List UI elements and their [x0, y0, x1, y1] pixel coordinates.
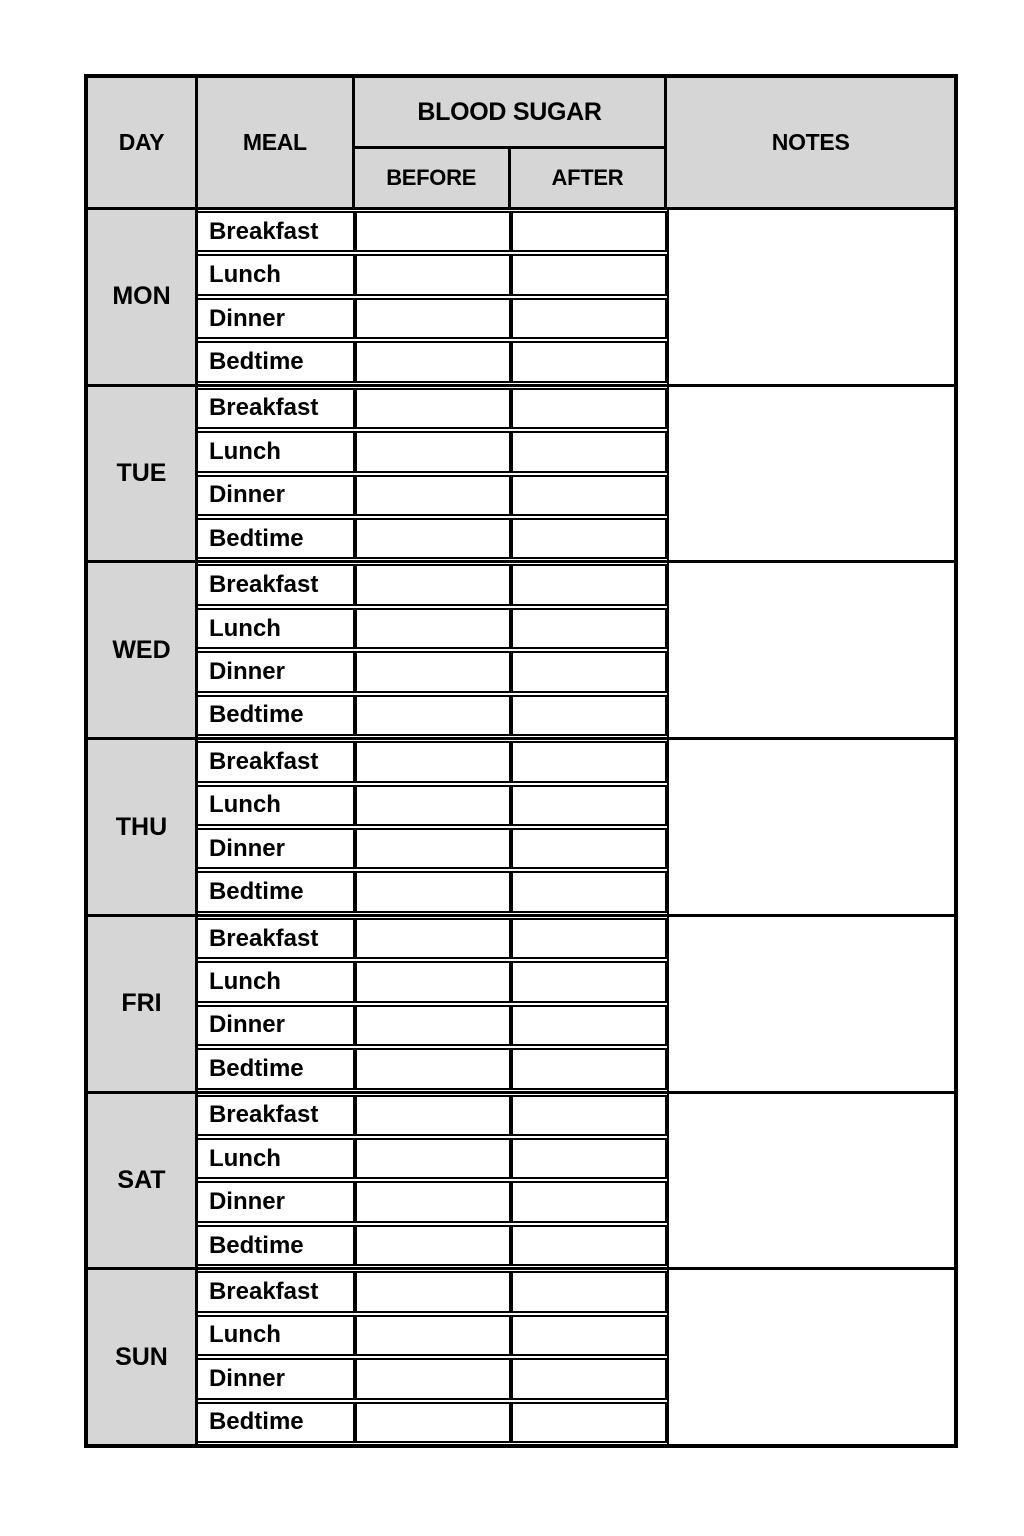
before-value-cell — [355, 918, 511, 959]
after-value-cell — [511, 254, 668, 295]
meal-cell-lunch: Lunch — [198, 785, 355, 826]
day-cell — [88, 1270, 198, 1444]
day-group-tue — [88, 387, 954, 564]
after-value-cell — [511, 1048, 668, 1089]
day-cell — [88, 740, 198, 914]
meal-cell-lunch: Lunch — [198, 1138, 355, 1179]
before-value-cell — [355, 388, 511, 429]
after-value-cell — [511, 298, 668, 339]
day-cell — [88, 1094, 198, 1268]
day-label: FRI — [121, 989, 162, 1018]
before-value-cell — [355, 1048, 511, 1089]
after-value-cell — [511, 518, 668, 559]
before-value-cell — [355, 1271, 511, 1312]
day-cell — [88, 917, 198, 1091]
meal-cell-lunch: Lunch — [198, 254, 355, 295]
after-value-cell — [511, 1315, 668, 1356]
header-notes: NOTES — [667, 78, 954, 207]
before-value-cell — [355, 518, 511, 559]
after-value-cell — [511, 1271, 668, 1312]
day-group-sat — [88, 1094, 954, 1271]
meal-cell-bedtime: Bedtime — [198, 1225, 355, 1266]
before-value-cell — [355, 1138, 511, 1179]
meal-cell-dinner: Dinner — [198, 1181, 355, 1222]
before-value-cell — [355, 785, 511, 826]
after-value-cell — [511, 1358, 668, 1399]
header-meal: MEAL — [198, 78, 355, 207]
day-label: SAT — [117, 1165, 166, 1194]
before-value-cell — [355, 564, 511, 605]
before-value-cell — [355, 608, 511, 649]
notes-cell — [667, 563, 954, 737]
day-label: THU — [115, 812, 168, 841]
after-value-cell — [511, 431, 668, 472]
before-value-cell — [355, 695, 511, 736]
after-value-cell — [511, 828, 668, 869]
day-group-fri — [88, 917, 954, 1094]
after-value-cell — [511, 741, 668, 782]
meal-cell-dinner: Dinner — [198, 828, 355, 869]
before-value-cell — [355, 298, 511, 339]
meal-cell-breakfast: Breakfast — [198, 564, 355, 605]
before-value-cell — [355, 1358, 511, 1399]
before-value-cell — [355, 1402, 511, 1443]
blood-sugar-log-table — [84, 74, 958, 1448]
notes-cell — [667, 387, 954, 561]
after-value-cell — [511, 388, 668, 429]
meal-cell-dinner: Dinner — [198, 298, 355, 339]
meal-cell-bedtime: Bedtime — [198, 871, 355, 912]
before-value-cell — [355, 651, 511, 692]
day-group-sun — [88, 1270, 954, 1444]
before-value-cell — [355, 1181, 511, 1222]
meal-cell-bedtime: Bedtime — [198, 695, 355, 736]
notes-cell — [667, 1270, 954, 1444]
header-day: DAY — [88, 78, 198, 207]
meal-cell-bedtime: Bedtime — [198, 518, 355, 559]
meal-cell-bedtime: Bedtime — [198, 1048, 355, 1089]
day-label: WED — [112, 635, 171, 664]
meal-cell-breakfast: Breakfast — [198, 741, 355, 782]
header-before: BEFORE — [355, 149, 511, 207]
before-value-cell — [355, 475, 511, 516]
day-label: TUE — [116, 459, 167, 488]
before-value-cell — [355, 211, 511, 252]
day-cell — [88, 563, 198, 737]
after-value-cell — [511, 1005, 668, 1046]
before-value-cell — [355, 871, 511, 912]
before-value-cell — [355, 1005, 511, 1046]
after-value-cell — [511, 341, 668, 382]
meal-cell-lunch: Lunch — [198, 1315, 355, 1356]
day-cell — [88, 387, 198, 561]
meal-cell-dinner: Dinner — [198, 475, 355, 516]
after-value-cell — [511, 871, 668, 912]
after-value-cell — [511, 475, 668, 516]
meal-cell-bedtime: Bedtime — [198, 1402, 355, 1443]
before-value-cell — [355, 341, 511, 382]
after-value-cell — [511, 918, 668, 959]
after-value-cell — [511, 1138, 668, 1179]
meal-cell-breakfast: Breakfast — [198, 918, 355, 959]
meal-cell-lunch: Lunch — [198, 961, 355, 1002]
meal-cell-breakfast: Breakfast — [198, 1095, 355, 1136]
after-value-cell — [511, 651, 668, 692]
before-value-cell — [355, 431, 511, 472]
after-value-cell — [511, 211, 668, 252]
day-label: SUN — [115, 1342, 168, 1371]
meal-cell-dinner: Dinner — [198, 1358, 355, 1399]
table-header — [88, 78, 954, 210]
meal-cell-breakfast: Breakfast — [198, 388, 355, 429]
before-value-cell — [355, 961, 511, 1002]
meal-cell-dinner: Dinner — [198, 1005, 355, 1046]
after-value-cell — [511, 1181, 668, 1222]
notes-cell — [667, 210, 954, 384]
before-value-cell — [355, 254, 511, 295]
before-value-cell — [355, 1315, 511, 1356]
notes-cell — [667, 740, 954, 914]
meal-cell-lunch: Lunch — [198, 431, 355, 472]
meal-cell-lunch: Lunch — [198, 608, 355, 649]
meal-cell-breakfast: Breakfast — [198, 1271, 355, 1312]
notes-cell — [667, 917, 954, 1091]
before-value-cell — [355, 1095, 511, 1136]
header-after: AFTER — [511, 149, 668, 207]
day-label: MON — [112, 282, 171, 311]
before-value-cell — [355, 741, 511, 782]
meal-cell-bedtime: Bedtime — [198, 341, 355, 382]
day-group-mon — [88, 210, 954, 387]
meal-cell-breakfast: Breakfast — [198, 211, 355, 252]
after-value-cell — [511, 564, 668, 605]
before-value-cell — [355, 828, 511, 869]
after-value-cell — [511, 961, 668, 1002]
day-group-thu — [88, 740, 954, 917]
after-value-cell — [511, 695, 668, 736]
day-cell — [88, 210, 198, 384]
day-group-wed — [88, 563, 954, 740]
meal-cell-dinner: Dinner — [198, 651, 355, 692]
table-body — [88, 210, 954, 1444]
after-value-cell — [511, 608, 668, 649]
notes-cell — [667, 1094, 954, 1268]
header-blood-sugar: BLOOD SUGAR — [355, 78, 668, 149]
before-value-cell — [355, 1225, 511, 1266]
after-value-cell — [511, 1095, 668, 1136]
after-value-cell — [511, 1225, 668, 1266]
after-value-cell — [511, 785, 668, 826]
after-value-cell — [511, 1402, 668, 1443]
